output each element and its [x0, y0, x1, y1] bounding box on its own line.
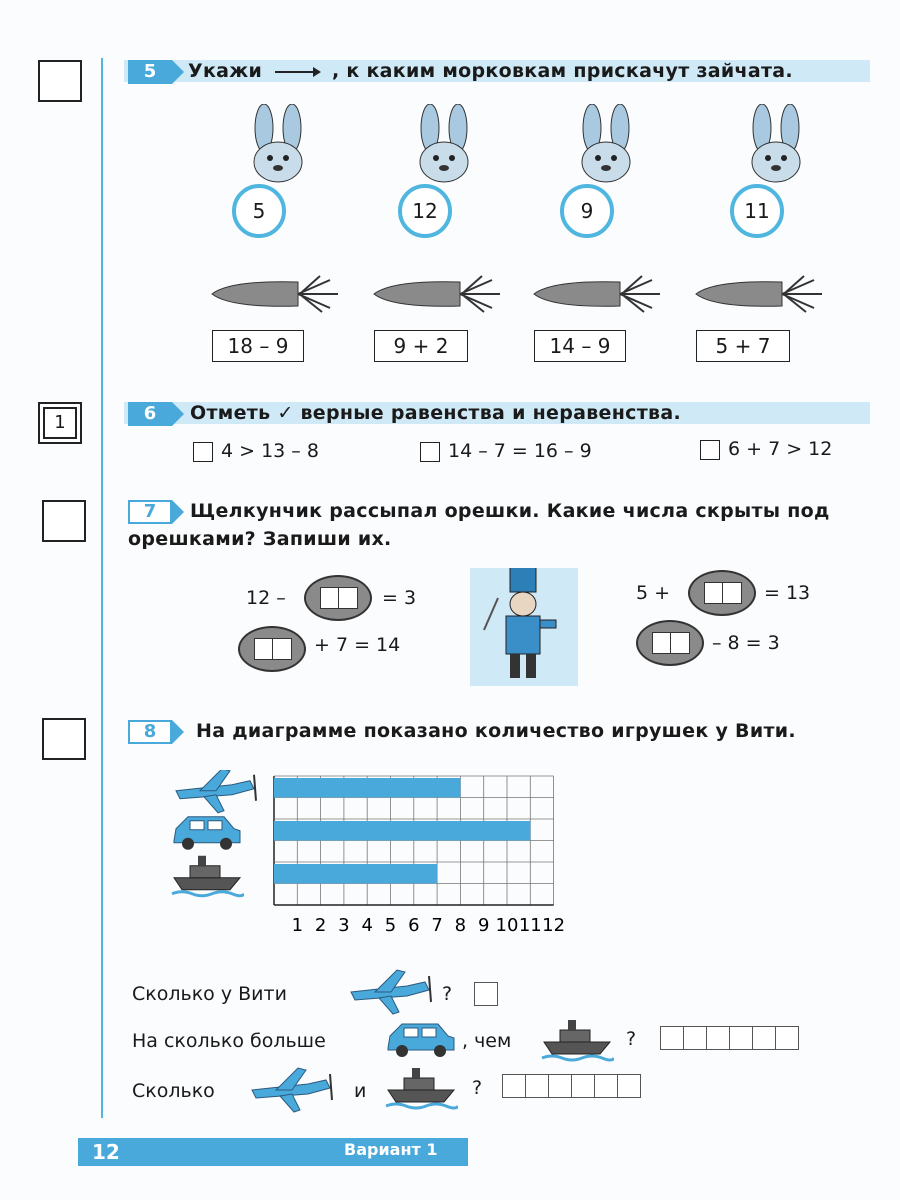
airplane-icon	[246, 1060, 334, 1116]
eq4-right: – 8 = 3	[712, 632, 780, 654]
bunny-number-circle[interactable]: 11	[730, 184, 784, 238]
checkbox[interactable]	[193, 442, 213, 462]
q2-text-b: , чем	[462, 1030, 512, 1052]
eq3-right: = 13	[764, 582, 811, 604]
answer-cells-q2[interactable]	[660, 1026, 798, 1048]
task-number-6: 6	[128, 402, 172, 426]
car-icon	[384, 1020, 458, 1058]
tick-label: 8	[454, 915, 467, 936]
margin-line	[101, 58, 103, 1118]
tick-label: 2	[314, 915, 327, 936]
answer-cells-q1[interactable]	[474, 982, 497, 1004]
q3-text-b: и	[354, 1080, 367, 1102]
tick-label: 11	[518, 915, 542, 936]
score-box-task7[interactable]	[42, 500, 86, 542]
tick-label: 5	[384, 915, 397, 936]
eq2-right: + 7 = 14	[314, 634, 401, 656]
eq3-left: 5 +	[636, 582, 671, 604]
tick-label: 6	[408, 915, 420, 936]
carrot-expression-box: 9 + 2	[374, 330, 468, 362]
task-number-5: 5	[128, 60, 172, 84]
nutcracker-picture	[470, 568, 578, 686]
airplane-icon	[345, 962, 433, 1018]
bunny-number-circle[interactable]: 5	[232, 184, 286, 238]
bar-plane	[274, 778, 460, 798]
bunny-picture	[230, 104, 326, 200]
task6-item-3[interactable]	[700, 438, 832, 460]
task7-line1: Щелкунчик рассыпал орешки. Какие числа скрыты под	[190, 500, 830, 522]
q2-text-a: На сколько больше	[132, 1030, 326, 1052]
bunny-picture	[396, 104, 492, 200]
tick-label: 7	[431, 915, 443, 936]
boat-icon	[384, 1064, 458, 1110]
task6-text: Отметь ✓ верные равенства и неравенства.	[190, 402, 682, 424]
task6-item-label: 4 > 13 – 8	[221, 440, 319, 462]
task5-text-b: , к каким морковкам прискачут зайчата.	[331, 60, 793, 82]
carrot-picture	[694, 272, 834, 316]
tick-label: 1	[291, 915, 304, 936]
task5-text-a: Укажи	[188, 60, 263, 82]
carrot-expression-box: 5 + 7	[696, 330, 790, 362]
q2-text-c: ?	[626, 1028, 637, 1050]
q1-text-b: ?	[442, 983, 453, 1005]
task6-item-1[interactable]	[193, 440, 319, 462]
q1-text-a: Сколько у Вити	[132, 983, 287, 1005]
nut-answer-2[interactable]	[238, 626, 306, 672]
task5-text	[188, 60, 793, 82]
score-box-task8[interactable]	[42, 718, 86, 760]
tick-label: 3	[338, 915, 350, 936]
eq1-left: 12 –	[246, 587, 286, 609]
boat-icon	[540, 1016, 614, 1062]
carrot-picture	[532, 272, 672, 316]
score-value: 1	[54, 412, 66, 433]
car-icon	[174, 817, 240, 850]
carrot-picture	[372, 272, 512, 316]
bar-car	[274, 821, 530, 841]
bunny-number-circle[interactable]: 12	[398, 184, 452, 238]
bunny-picture	[728, 104, 824, 200]
score-box-task5[interactable]	[38, 60, 82, 102]
tick-label: 10	[495, 915, 519, 936]
carrot-expression-box: 14 – 9	[534, 330, 626, 362]
answer-cells-q3[interactable]	[502, 1074, 640, 1096]
nut-answer-4[interactable]	[636, 620, 704, 666]
carrot-expression-box: 18 – 9	[212, 330, 304, 362]
boat-icon	[172, 856, 244, 896]
arrow-icon	[273, 65, 321, 79]
airplane-icon	[176, 770, 256, 813]
task-number-7: 7	[128, 500, 172, 524]
task6-item-2[interactable]	[420, 440, 592, 462]
carrot-picture	[210, 272, 350, 316]
bunny-picture	[558, 104, 654, 200]
task6-item-label: 14 – 7 = 16 – 9	[448, 440, 592, 462]
nut-answer-3[interactable]	[688, 570, 756, 616]
tick-label: 9	[477, 915, 490, 936]
checkbox[interactable]	[700, 440, 720, 460]
tick-label: 4	[361, 915, 373, 936]
q3-text-c: ?	[472, 1077, 483, 1099]
nut-answer-1[interactable]	[304, 575, 372, 621]
toys-bar-chart	[160, 770, 860, 950]
bar-boat	[274, 864, 437, 884]
variant-label: Вариант 1	[344, 1140, 438, 1159]
score-box-task6[interactable]	[38, 402, 82, 444]
task-number-8: 8	[128, 720, 172, 744]
q3-text-a: Сколько	[132, 1080, 215, 1102]
checkbox[interactable]	[420, 442, 440, 462]
bunny-number-circle[interactable]: 9	[560, 184, 614, 238]
eq1-right: = 3	[382, 587, 417, 609]
task7-line2: орешками? Запиши их.	[128, 528, 392, 550]
task6-item-label: 6 + 7 > 12	[728, 438, 833, 460]
task8-text: На диаграмме показано количество игрушек у Вити.	[196, 720, 796, 742]
tick-label: 12	[542, 915, 566, 936]
page-number: 12	[92, 1140, 120, 1164]
